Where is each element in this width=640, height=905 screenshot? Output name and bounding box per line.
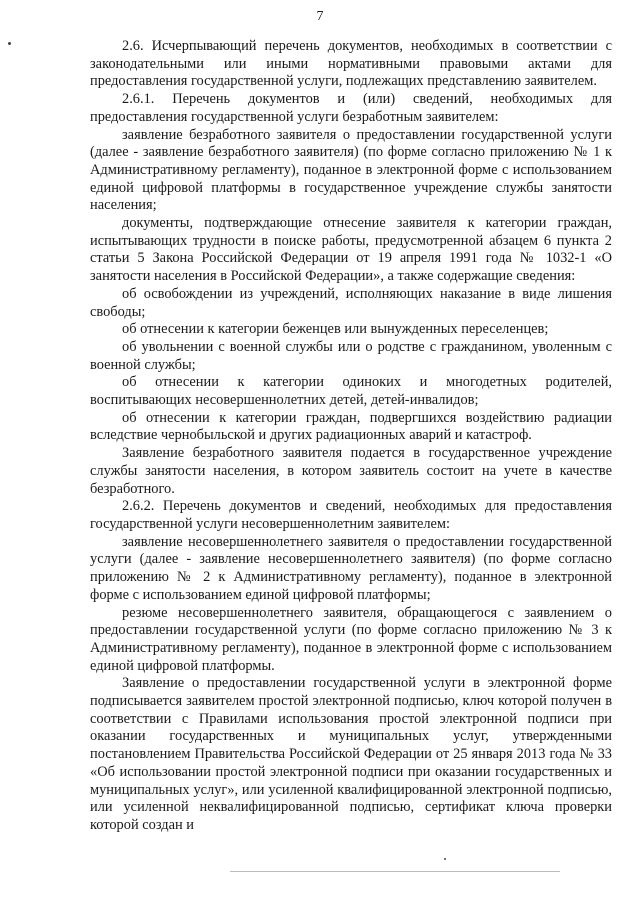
paragraph-submission-office: Заявление безработного заявителя подается в государственное учреждение службы занятости населения, в котором заявитель состоит на учете в качестве безработного. — [90, 445, 612, 497]
paragraph-2-6-1: 2.6.1. Перечень документов и (или) сведений, необходимых для предоставления государственной услуги безработным заявителем: — [90, 91, 612, 125]
paragraph-military-discharge: об увольнении с военной службы или о родстве с гражданином, уволенным с военной службы; — [90, 338, 612, 373]
page-number: 7 — [316, 9, 324, 24]
paragraph-refugees: об отнесении к категории беженцев или вынужденных переселенцев; — [122, 321, 549, 338]
scan-speck — [444, 858, 446, 860]
paragraph-2-6: 2.6. Исчерпывающий перечень документов, необходимых в соответствии с законодательными или иными нормативными правовыми актами для предоставления государственной услуги, подлежащих представлению заявителем. — [90, 38, 612, 90]
scan-edge-line — [230, 871, 560, 872]
paragraph-minor-application: заявление несовершеннолетнего заявителя о предоставлении государственной услуги (далее - заявление несовершеннолетнего заявителя) (по форме согласно приложению № 2 к Административному регламенту), поданное в электронной форме с использованием единой цифровой платформы; — [90, 533, 612, 603]
paragraph-unemployed-application: заявление безработного заявителя о предоставлении государственной услуги (далее - заявление безработного заявителя) (по форме согласно приложению № 1 к Административному регламенту), поданное в электронной форме с использованием единой цифровой платформы в государственное учреждение службы занятости населения; — [90, 126, 612, 214]
paragraph-electronic-signature: Заявление о предоставлении государственной услуги в электронной форме подписывается заявителем простой электронной подписью, ключ которой получен в соответствии с Правилами использования простой электронной подписи при оказании государственных и муниципальных услуг, утвержденными постановлением Правительства Российской Федерации от 25 января 2013 года № 33 «Об использовании простой электронной подписи при оказании государственных и муниципальных услуг», или усиленной квалифицированной электронной подписью, или усиленной неквалифицированной подписью, сертификат ключа проверки которой создан и — [90, 675, 612, 833]
scan-speck — [8, 42, 11, 45]
paragraph-radiation: об отнесении к категории граждан, подвергшихся воздействию радиации вследствие чернобыльской и других радиационных аварий и катастроф. — [90, 409, 612, 444]
paragraph-supporting-documents: документы, подтверждающие отнесение заявителя к категории граждан, испытывающих трудности в поиске работы, предусмотренной абзацем 6 пункта 2 статьи 5 Закона Российской Федерации от 19 апреля 1991 года № 1032-1 «О занятости населения в Российской Федерации», а также содержащие сведения: — [90, 215, 612, 285]
paragraph-2-6-2: 2.6.2. Перечень документов и сведений, необходимых для предоставления государственной услуги несовершеннолетним заявителем: — [90, 498, 612, 532]
paragraph-single-parents: об отнесении к категории одиноких и многодетных родителей, воспитывающих несовершеннолетних детей, детей-инвалидов; — [90, 374, 612, 409]
document-body — [90, 38, 612, 835]
paragraph-release-from-prison: об освобождении из учреждений, исполняющих наказание в виде лишения свободы; — [90, 285, 612, 320]
paragraph-minor-resume: резюме несовершеннолетнего заявителя, обращающегося с заявлением о предоставлении государственной услуги (по форме согласно приложению № 3 к Административному регламенту), поданное в электронной форме с использованием единой цифровой платформы. — [90, 604, 612, 674]
